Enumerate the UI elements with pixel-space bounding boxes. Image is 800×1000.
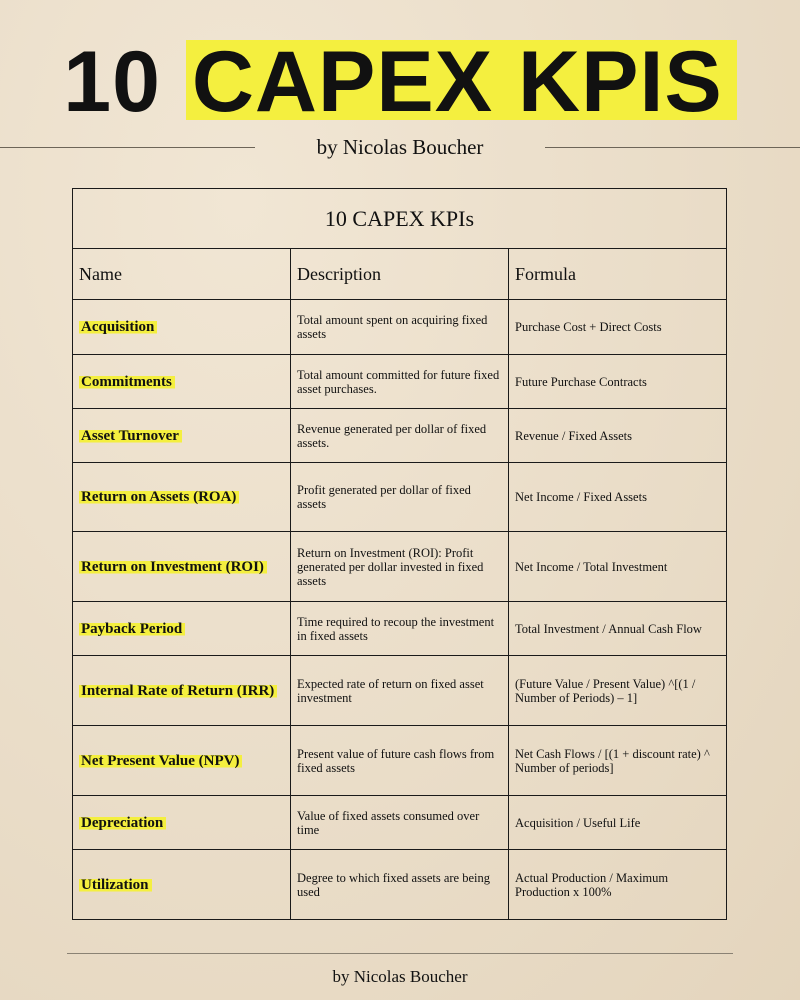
table-row bbox=[73, 602, 727, 656]
byline-rule-right bbox=[545, 147, 800, 148]
kpi-description: Time required to recoup the investment in fixed assets bbox=[291, 602, 509, 656]
table-caption-row bbox=[73, 189, 727, 249]
kpi-description: Profit generated per dollar of fixed assets bbox=[291, 463, 509, 532]
kpi-name-cell bbox=[73, 796, 291, 850]
kpi-description: Present value of future cash flows from fixed assets bbox=[291, 726, 509, 796]
table-header-row bbox=[73, 249, 727, 300]
column-header-description: Description bbox=[291, 249, 509, 300]
kpi-formula: Revenue / Fixed Assets bbox=[509, 409, 727, 463]
kpi-description: Return on Investment (ROI): Profit generated per dollar invested in fixed assets bbox=[291, 532, 509, 602]
kpi-name: Acquisition bbox=[79, 319, 157, 335]
title-number: 10 bbox=[63, 34, 161, 130]
kpi-formula: Net Cash Flows / [(1 + discount rate) ^ Number of periods] bbox=[509, 726, 727, 796]
kpi-name-cell bbox=[73, 300, 291, 355]
kpi-name-cell bbox=[73, 463, 291, 532]
kpi-formula: Total Investment / Annual Cash Flow bbox=[509, 602, 727, 656]
kpi-name-cell bbox=[73, 850, 291, 920]
kpi-formula: Net Income / Fixed Assets bbox=[509, 463, 727, 532]
kpi-name: Return on Investment (ROI) bbox=[79, 559, 267, 575]
table-row bbox=[73, 796, 727, 850]
table-row bbox=[73, 409, 727, 463]
kpi-table bbox=[72, 188, 727, 920]
kpi-description: Expected rate of return on fixed asset investment bbox=[291, 656, 509, 726]
kpi-name: Net Present Value (NPV) bbox=[79, 753, 242, 769]
kpi-name-cell bbox=[73, 602, 291, 656]
title-highlight: CAPEX KPIS bbox=[186, 32, 737, 132]
kpi-description: Total amount spent on acquiring fixed assets bbox=[291, 300, 509, 355]
kpi-description: Degree to which fixed assets are being used bbox=[291, 850, 509, 920]
table-row bbox=[73, 532, 727, 602]
footer-byline: by Nicolas Boucher bbox=[332, 967, 468, 986]
kpi-description: Value of fixed assets consumed over time bbox=[291, 796, 509, 850]
kpi-formula: Actual Production / Maximum Production x 100% bbox=[509, 850, 727, 920]
table-row bbox=[73, 300, 727, 355]
kpi-formula: Purchase Cost + Direct Costs bbox=[509, 300, 727, 355]
kpi-formula: (Future Value / Present Value) ^[(1 / Number of Periods) – 1] bbox=[509, 656, 727, 726]
page-title bbox=[0, 32, 800, 132]
kpi-description: Total amount committed for future fixed asset purchases. bbox=[291, 355, 509, 409]
table-row bbox=[73, 726, 727, 796]
kpi-formula: Future Purchase Contracts bbox=[509, 355, 727, 409]
kpi-name-cell bbox=[73, 532, 291, 602]
kpi-name-cell bbox=[73, 656, 291, 726]
kpi-description: Revenue generated per dollar of fixed assets. bbox=[291, 409, 509, 463]
table-row bbox=[73, 850, 727, 920]
table-caption: 10 CAPEX KPIs bbox=[73, 189, 727, 249]
kpi-name: Return on Assets (ROA) bbox=[79, 489, 239, 505]
kpi-name-cell bbox=[73, 409, 291, 463]
table-row bbox=[73, 656, 727, 726]
footer-rule bbox=[67, 953, 733, 954]
column-header-name: Name bbox=[73, 249, 291, 300]
table-row bbox=[73, 463, 727, 532]
kpi-name: Depreciation bbox=[79, 815, 166, 831]
table-row bbox=[73, 355, 727, 409]
kpi-formula: Acquisition / Useful Life bbox=[509, 796, 727, 850]
author-byline: by Nicolas Boucher bbox=[316, 135, 484, 159]
kpi-name: Internal Rate of Return (IRR) bbox=[79, 683, 277, 699]
kpi-name: Utilization bbox=[79, 877, 152, 893]
kpi-name: Asset Turnover bbox=[79, 428, 182, 444]
kpi-name: Commitments bbox=[79, 374, 175, 390]
kpi-formula: Net Income / Total Investment bbox=[509, 532, 727, 602]
kpi-name-cell bbox=[73, 355, 291, 409]
byline-row bbox=[0, 132, 800, 162]
kpi-name-cell bbox=[73, 726, 291, 796]
column-header-formula: Formula bbox=[509, 249, 727, 300]
kpi-name: Payback Period bbox=[79, 621, 185, 637]
